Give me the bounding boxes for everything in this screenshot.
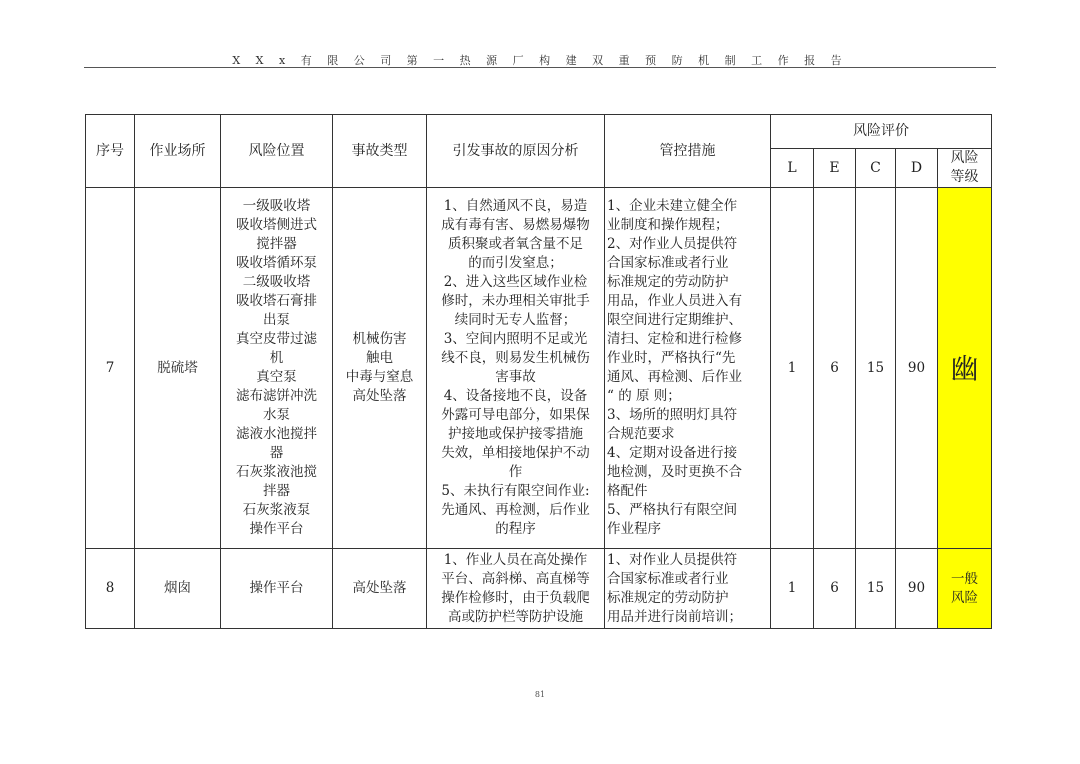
header-seq: 序号 xyxy=(86,115,135,188)
row7-L: 1 xyxy=(771,188,814,549)
row8-seq: 8 xyxy=(86,549,135,629)
row7-site: 脱硫塔 xyxy=(135,188,221,549)
row7-location: 一级吸收塔 吸收塔侧进式 搅拌器 吸收塔循环泵 二级吸收塔 吸收塔石膏排 出泵 真空皮带过滤 机 真空泵 滤布滤饼冲洗 水泵 滤液水池搅拌 器 石灰浆液池搅 拌器 石灰浆液泵 操作平台 xyxy=(221,188,333,549)
row8-site: 烟囱 xyxy=(135,549,221,629)
row8-control: 1、对作业人员提供符 合国家标准或者行业 标准规定的劳动防护 用品并进行岗前培训； xyxy=(605,549,771,629)
header-control: 管控措施 xyxy=(605,115,771,188)
header-cause: 引发事故的原因分析 xyxy=(427,115,605,188)
row8-cause: 1、作业人员在高处操作 平台、高斜梯、高直梯等 操作检修时，由于负载爬 高或防护栏等防护设施 xyxy=(427,549,605,629)
header-L: L xyxy=(771,149,814,188)
header-evaluation: 风险评价 xyxy=(771,115,992,149)
header-site: 作业场所 xyxy=(135,115,221,188)
page-number: 81 xyxy=(534,690,546,699)
table-row xyxy=(86,188,992,549)
header-accident-type: 事故类型 xyxy=(333,115,427,188)
header-E: E xyxy=(814,149,856,188)
row7-control: 1、企业未建立健全作 业制度和操作规程； 2、对作业人员提供符 合国家标准或者行业 标准规定的劳动防护 用品，作业人员进入有 限空间进行定期维护、 清扫、定检和进行检修 作业时，严格执行“先 通风、再检测、后作业 “ 的 原 则； 3、场所的照明灯具符 合规范要求 4、定期对设备进行接 地检测，及时更换不合 格配件 5、严格执行有限空间 作业程序 xyxy=(605,188,771,549)
risk-assessment-table xyxy=(85,114,992,629)
header-level: 风险 等级 xyxy=(938,149,992,188)
row8-accident-type: 高处坠落 xyxy=(333,549,427,629)
row8-C: 15 xyxy=(856,549,896,629)
row8-D: 90 xyxy=(896,549,938,629)
header-C: C xyxy=(856,149,896,188)
document-header-title: X X x 有 限 公 司 第 一 热 源 厂 构 建 双 重 预 防 机 制 工 作 报 告 xyxy=(232,54,848,67)
row7-risk-level: 幽 xyxy=(938,188,992,549)
row8-risk-level: 一般 风险 xyxy=(938,549,992,629)
row8-E: 6 xyxy=(814,549,856,629)
header-D: D xyxy=(896,149,938,188)
header-divider xyxy=(84,67,996,68)
row7-cause: 1、自然通风不良，易造 成有毒有害、易燃易爆物 质积聚或者氧含量不足 的而引发窒息； 2、进入这些区域作业检 修时，未办理相关审批手 续同时无专人监督； 3、空间内照明不足或光 线不良，则易发生机械伤 害事故 4、设备接地不良，设备 外露可导电部分，如果保 护接地或保护接零措施 失效，单相接地保护不动 作 5、未执行有限空间作业: 先通风、再检测，后作业 的程序 xyxy=(427,188,605,549)
row8-L: 1 xyxy=(771,549,814,629)
row7-D: 90 xyxy=(896,188,938,549)
row7-E: 6 xyxy=(814,188,856,549)
row7-accident-type: 机械伤害 触电 中毒与窒息 高处坠落 xyxy=(333,188,427,549)
header-location: 风险位置 xyxy=(221,115,333,188)
row8-location: 操作平台 xyxy=(221,549,333,629)
row7-seq: 7 xyxy=(86,188,135,549)
row7-C: 15 xyxy=(856,188,896,549)
table-row xyxy=(86,549,992,629)
